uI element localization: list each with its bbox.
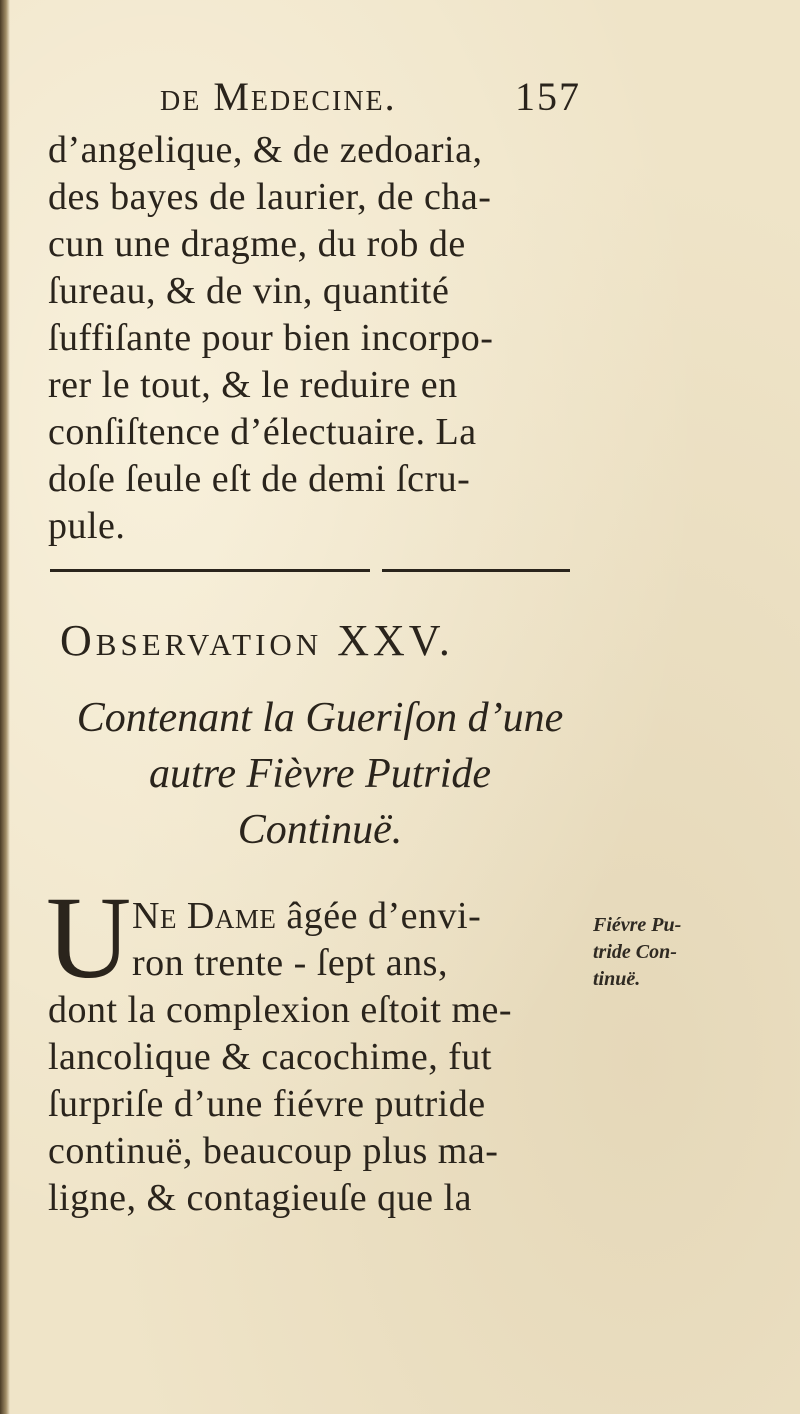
drop-cap: U — [46, 872, 132, 1003]
paragraph — [48, 893, 588, 1222]
paragraph-second-line: ron trente - ſept ans, — [132, 942, 448, 984]
text-line: dont la complexion eſtoit me- — [48, 989, 513, 1031]
text-line: ſuffiſante pour bien incorpo- — [48, 317, 494, 359]
running-header — [160, 72, 600, 122]
margin-note — [593, 912, 763, 993]
header-title: de Medecine. — [160, 74, 397, 119]
text-line: pule. — [48, 505, 126, 547]
subtitle-line: Contenant la Gueriſon d’une — [76, 695, 564, 741]
text-line: rer le tout, & le reduire en — [48, 364, 458, 406]
text-line: cun une dragme, du rob de — [48, 223, 466, 265]
paragraph-line-rest: âgée d’envi- — [276, 895, 482, 937]
text-line: ſureau, & de vin, quantité — [48, 270, 450, 312]
text-line: ligne, & contagieuſe que la — [48, 1177, 472, 1219]
paragraph-first-line — [48, 893, 588, 940]
margin-note-line: Fiévre Pu- — [593, 914, 682, 936]
subtitle-line: autre Fièvre Putride — [148, 751, 492, 797]
subtitle-line: Continuë. — [237, 807, 403, 853]
section-divider-left — [50, 569, 370, 572]
paragraph-lead-words: Ne Dame — [132, 895, 277, 937]
text-line: doſe ſeule eſt de demi ſcru- — [48, 458, 471, 500]
book-spine-shadow — [0, 0, 10, 1414]
observation-subtitle — [40, 690, 600, 858]
section-divider-right — [382, 569, 570, 572]
text-line: ſurpriſe d’une fiévre putride — [48, 1083, 486, 1125]
margin-note-line: tinuë. — [593, 968, 641, 990]
observation-heading: Observation XXV. — [60, 616, 454, 665]
text-line: des bayes de laurier, de cha- — [48, 176, 492, 218]
text-line: d’angelique, & de zedoaria, — [48, 129, 483, 171]
text-line: conſiſtence d’électuaire. La — [48, 411, 477, 453]
page-number: 157 — [515, 74, 581, 119]
margin-note-line: tride Con- — [593, 941, 677, 963]
body-text-block — [48, 127, 588, 550]
text-line: continuë, beaucoup plus ma- — [48, 1130, 499, 1172]
text-line: lancolique & cacochime, fut — [48, 1036, 492, 1078]
